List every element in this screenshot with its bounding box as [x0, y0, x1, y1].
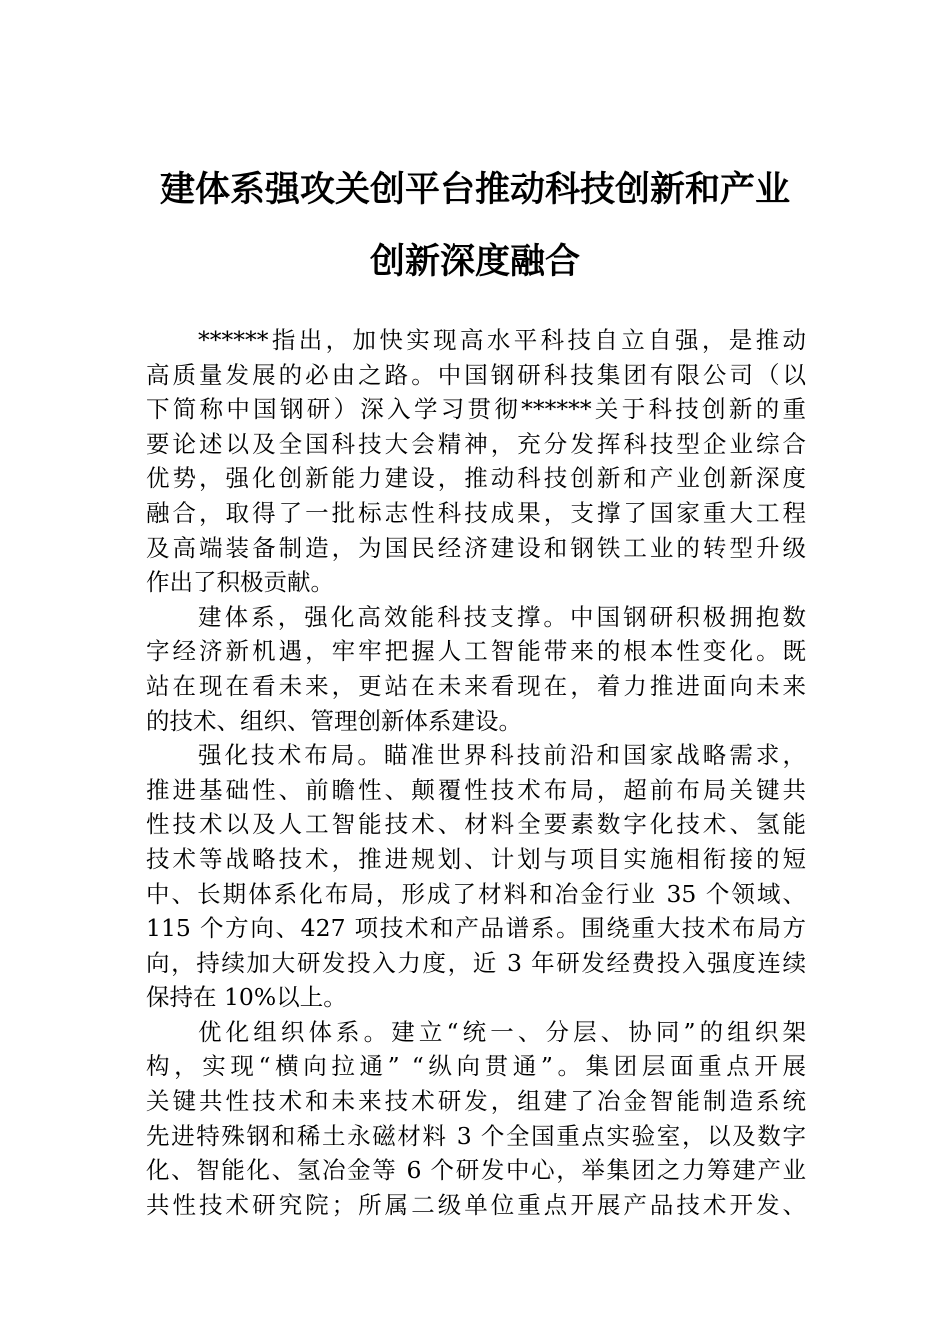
paragraph-line: 先进特殊钢和稀土永磁材料 3 个全国重点实验室，以及数字	[146, 1121, 806, 1150]
paragraph-line: 构，实现“横向拉通” “纵向贯通”。集团层面重点开展	[146, 1052, 806, 1081]
paragraph-line: 中、长期体系化布局，形成了材料和冶金行业 35 个领域、	[146, 879, 806, 908]
paragraph-line: 115 个方向、427 项技术和产品谱系。围绕重大技术布局方	[146, 914, 806, 943]
paragraph-line: 保持在 10%以上。	[146, 983, 347, 1012]
paragraph-line: 性技术以及人工智能技术、材料全要素数字化技术、氢能	[146, 810, 806, 839]
paragraph-line: 融合，取得了一批标志性科技成果，支撑了国家重大工程	[146, 498, 806, 527]
paragraph-line: 关键共性技术和未来技术研发，组建了冶金智能制造系统	[146, 1087, 806, 1116]
paragraph-line: 及高端装备制造，为国民经济建设和钢铁工业的转型升级	[146, 533, 806, 562]
paragraph-line: 字经济新机遇，牢牢把握人工智能带来的根本性变化。既	[146, 637, 806, 666]
paragraph-line: 技术等战略技术，推进规划、计划与项目实施相衔接的短	[146, 844, 806, 873]
paragraph-line: 推进基础性、前瞻性、颠覆性技术布局，超前布局关键共	[146, 775, 806, 804]
paragraph-line: 建体系，强化高效能科技支撑。中国钢研积极拥抱数	[198, 602, 806, 631]
paragraph-1	[146, 323, 806, 600]
paragraph-line: 高质量发展的必由之路。中国钢研科技集团有限公司（以	[146, 360, 806, 389]
document-body	[146, 323, 806, 1222]
paragraph-line: 优化组织体系。建立“统一、分层、协同”的组织架	[198, 1017, 806, 1046]
paragraph-line: 下简称中国钢研）深入学习贯彻******关于科技创新的重	[146, 395, 806, 424]
paragraph-line: 优势，强化创新能力建设，推动科技创新和产业创新深度	[146, 464, 806, 493]
paragraph-line: 共性技术研究院；所属二级单位重点开展产品技术开发、	[146, 1190, 806, 1219]
paragraph-line: 站在现在看未来，更站在未来看现在，着力推进面向未来	[146, 671, 806, 700]
paragraph-line: 的技术、组织、管理创新体系建设。	[146, 706, 522, 735]
paragraph-line: 强化技术布局。瞄准世界科技前沿和国家战略需求，	[198, 741, 806, 770]
paragraph-line: 作出了积极贡献。	[146, 568, 334, 597]
paragraph-line: 化、智能化、氢冶金等 6 个研发中心，举集团之力筹建产业	[146, 1156, 806, 1185]
document-title-line-2: 创新深度融合	[369, 241, 580, 282]
paragraph-2	[146, 600, 806, 738]
paragraph-line: 要论述以及全国科技大会精神，充分发挥科技型企业综合	[146, 429, 806, 458]
paragraph-line: ******指出，加快实现高水平科技自立自强，是推动	[198, 326, 806, 354]
paragraph-3	[146, 738, 806, 1015]
paragraph-line: 向，持续加大研发投入力度，近 3 年研发经费投入强度连续	[146, 948, 806, 977]
document-title-line-1: 建体系强攻关创平台推动科技创新和产业	[159, 169, 790, 210]
paragraph-4	[146, 1015, 806, 1223]
